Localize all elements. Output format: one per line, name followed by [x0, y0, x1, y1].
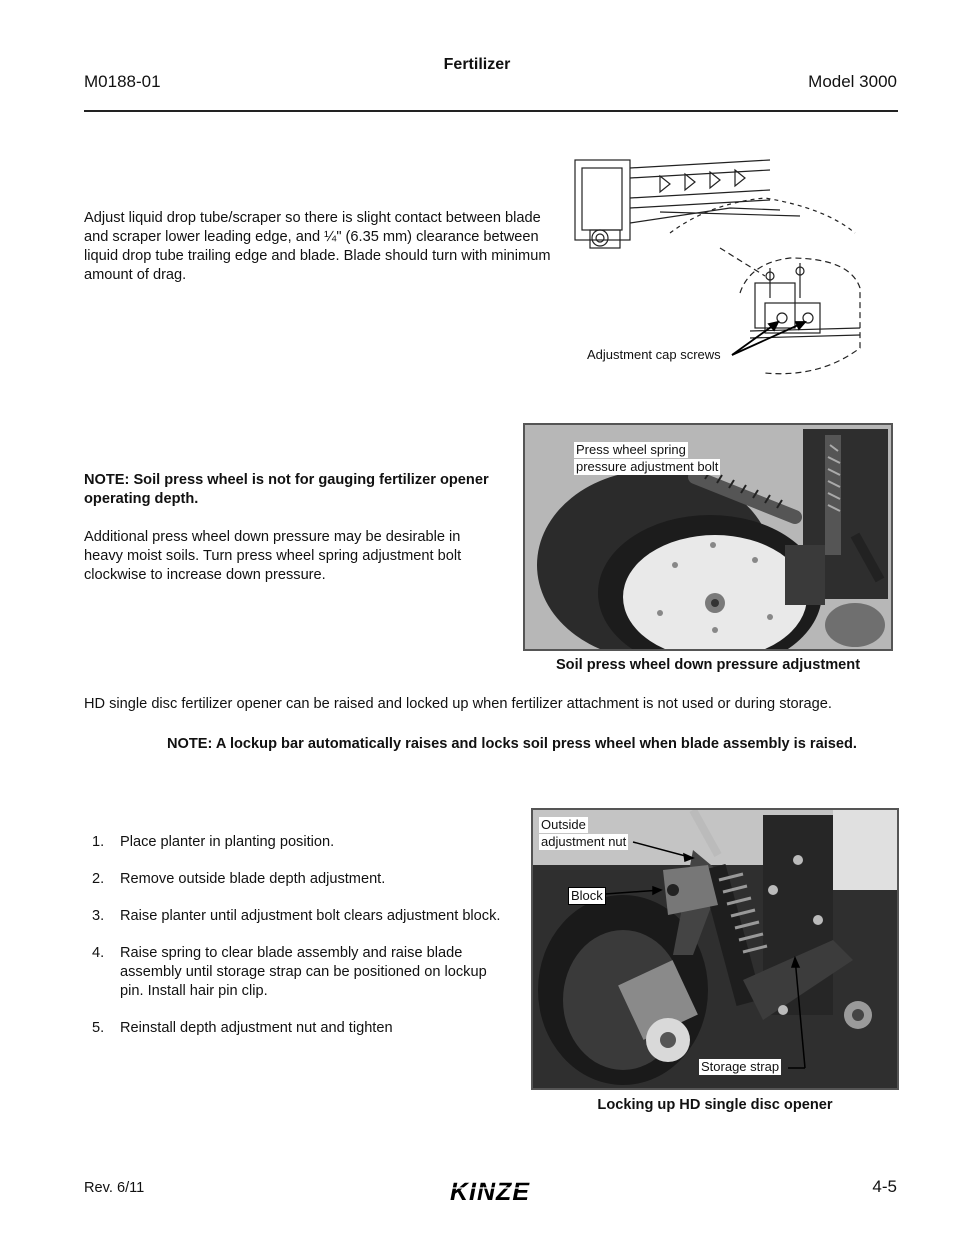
lockup-intro-text: HD single disc fertilizer opener can be raised and locked up when fertilizer attachment is not used or during storage.	[84, 696, 832, 712]
kinze-logo-text: KINZE	[450, 1178, 530, 1206]
list-item: 5. Reinstall depth adjustment nut and tighten	[92, 1020, 393, 1036]
press-wheel-spring-label-1: Press wheel spring	[576, 442, 686, 457]
header-rule	[84, 110, 898, 112]
outside-adjustment-nut-label-2: adjustment nut	[541, 834, 627, 849]
lockup-photo-svg	[533, 810, 897, 1088]
section-title: Fertilizer	[443, 56, 511, 73]
list-item: 1. Place planter in planting position.	[92, 834, 335, 850]
document-id: M0188-01	[84, 72, 161, 91]
kinze-logo-svg	[430, 1175, 550, 1207]
kinze-logo	[430, 1175, 550, 1212]
list-item: 2. Remove outside blade depth adjustment.	[92, 871, 386, 887]
model-name: Model 3000	[808, 72, 897, 91]
adjustment-cap-screws-label: Adjustment cap screws	[587, 347, 721, 362]
page-number: 4-5	[872, 1177, 897, 1196]
scraper-adjust-text: Adjust liquid drop tube/scraper so there is slight contact between blade and scraper lower leading edge, and ¼" (6.35 mm) clearance between liquid drop tube trailing edge and blade. Blade should turn with minimum amount of drag.	[84, 210, 551, 283]
block-label: Block	[568, 887, 606, 905]
storage-strap-label: Storage strap	[701, 1059, 780, 1074]
list-item: 4. Raise spring to clear blade assembly and raise blade assembly until storage strap can be positioned on lockup pin. Install hair pin clip.	[92, 945, 487, 999]
press-wheel-spring-label-2: pressure adjustment bolt	[576, 459, 719, 474]
press-wheel-note: NOTE: Soil press wheel is not for gauging fertilizer opener operating depth.	[84, 472, 489, 507]
lockup-photo	[531, 808, 899, 1090]
list-item: 3. Raise planter until adjustment bolt clears adjustment block.	[92, 908, 501, 924]
lockup-note: NOTE: A lockup bar automatically raises and locks soil press wheel when blade assembly is raised.	[167, 736, 857, 752]
lockup-steps-list	[84, 833, 504, 1056]
lockup-caption: Locking up HD single disc opener	[597, 1097, 833, 1113]
outside-adjustment-nut-label-1: Outside	[541, 817, 586, 832]
press-wheel-text: Additional press wheel down pressure may be desirable in heavy moist soils. Turn press wheel spring adjustment bolt clockwise to increase down pressure.	[84, 529, 462, 583]
press-wheel-caption: Soil press wheel down pressure adjustment	[555, 657, 861, 673]
press-wheel-photo	[523, 423, 893, 651]
revision-date: Rev. 6/11	[84, 1180, 145, 1196]
scraper-line-drawing	[570, 148, 870, 383]
